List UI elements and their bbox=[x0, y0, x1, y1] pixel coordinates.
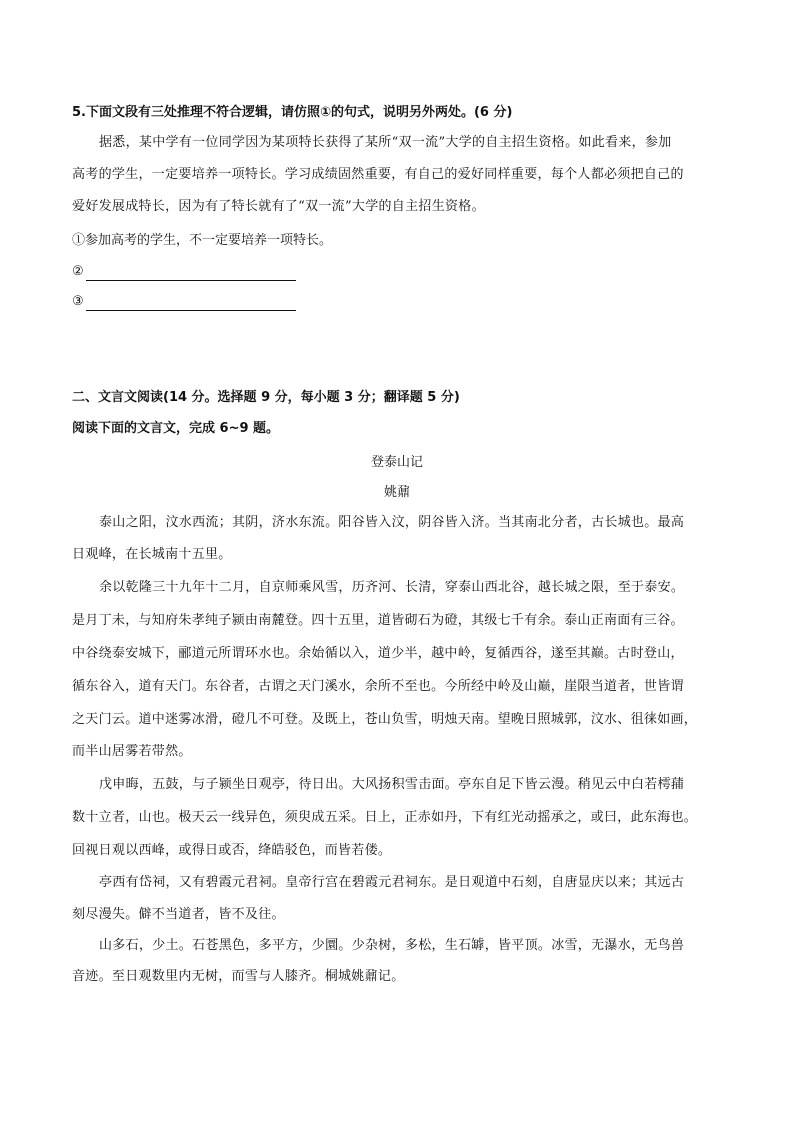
essay-line: 中谷绕泰安城下，郦道元所谓环水也。余始循以入，道少半，越中岭，复循西谷，遂至其巅。古时登山， bbox=[72, 646, 684, 661]
essay-line: 戊申晦，五鼓，与子颍坐日观亭，待日出。大风扬积雪击面。亭东自足下皆云漫。稍见云中白若樗蒱 bbox=[99, 777, 685, 792]
answer-marker: ① bbox=[72, 233, 86, 248]
essay-line: 是月丁未，与知府朱孝纯子颍由南麓登。四十五里，道皆砌石为磴，其级七千有余。泰山正南面有三谷。 bbox=[72, 613, 684, 628]
answer-line-1 bbox=[72, 232, 332, 250]
essay-author: 姚鼐 bbox=[383, 485, 410, 500]
passage-line: 爱好发展成特长，因为有了特长就有了“双一流”大学的自主招生资格。 bbox=[72, 199, 485, 214]
essay-line: 循东谷入，道有天门。东谷者，古谓之天门溪水，余所不至也。今所经中岭及山巅，崖限当道者，世皆谓 bbox=[72, 679, 684, 694]
essay-line: 回视日观以西峰，或得日或否，绛皓驳色，而皆若偻。 bbox=[72, 843, 392, 858]
answer-marker: ② bbox=[72, 264, 84, 279]
essay-line: 亭西有岱祠，又有碧霞元君祠。皇帝行宫在碧霞元君祠东。是日观道中石刻，自唐显庆以来；其远古 bbox=[99, 875, 685, 890]
essay-line: 山多石，少土。石苍黑色，多平方，少圜。少杂树，多松，生石罅，皆平顶。冰雪，无瀑水，无鸟兽 bbox=[99, 938, 685, 953]
essay-line: 而半山居雾若带然。 bbox=[72, 744, 192, 759]
essay-line: 数十立者，山也。极天云一线异色，须臾成五采。日上，正赤如丹，下有红光动摇承之，或曰，此东海也。 bbox=[72, 810, 698, 825]
question-5-title: 5.下面文段有三处推理不符合逻辑，请仿照①的句式，说明另外两处。(6 分) bbox=[72, 105, 513, 120]
answer-line-2 bbox=[72, 263, 296, 281]
section-2-heading: 二、文言文阅读(14 分。选择题 9 分，每小题 3 分；翻译题 5 分) bbox=[72, 390, 460, 405]
section-2-instruction: 阅读下面的文言文，完成 6~9 题。 bbox=[72, 421, 280, 436]
essay-line: 日观峰，在长城南十五里。 bbox=[72, 547, 232, 562]
essay-line: 泰山之阳，汶水西流；其阴，济水东流。阳谷皆入汶，阴谷皆入济。当其南北分者，古长城也。最高 bbox=[99, 515, 685, 530]
essay-title: 登泰山记 bbox=[370, 455, 423, 470]
answer-line-3 bbox=[72, 293, 296, 311]
answer-text: 参加高考的学生，不一定要培养一项特长。 bbox=[85, 233, 333, 248]
answer-blank-3[interactable] bbox=[86, 298, 296, 311]
essay-line: 音迹。至日观数里内无树，而雪与人膝齐。桐城姚鼐记。 bbox=[72, 969, 405, 984]
answer-marker: ③ bbox=[72, 294, 84, 309]
essay-line: 刻尽漫失。僻不当道者，皆不及往。 bbox=[72, 907, 285, 922]
answer-blank-2[interactable] bbox=[86, 268, 296, 281]
passage-line: 据悉，某中学有一位同学因为某项特长获得了某所“双一流”大学的自主招生资格。如此看来，参加 bbox=[99, 135, 672, 150]
passage-line: 高考的学生，一定要培养一项特长。学习成绩固然重要，有自己的爱好同样重要，每个人都必须把自己的 bbox=[72, 167, 684, 182]
essay-line: 余以乾隆三十九年十二月，自京师乘风雪，历齐河、长清，穿泰山西北谷，越长城之限，至于泰安。 bbox=[99, 580, 685, 595]
essay-line: 之天门云。道中迷雾冰滑，磴几不可登。及既上，苍山负雪，明烛天南。望晚日照城郭，汶水、徂徕如画， bbox=[72, 712, 698, 727]
